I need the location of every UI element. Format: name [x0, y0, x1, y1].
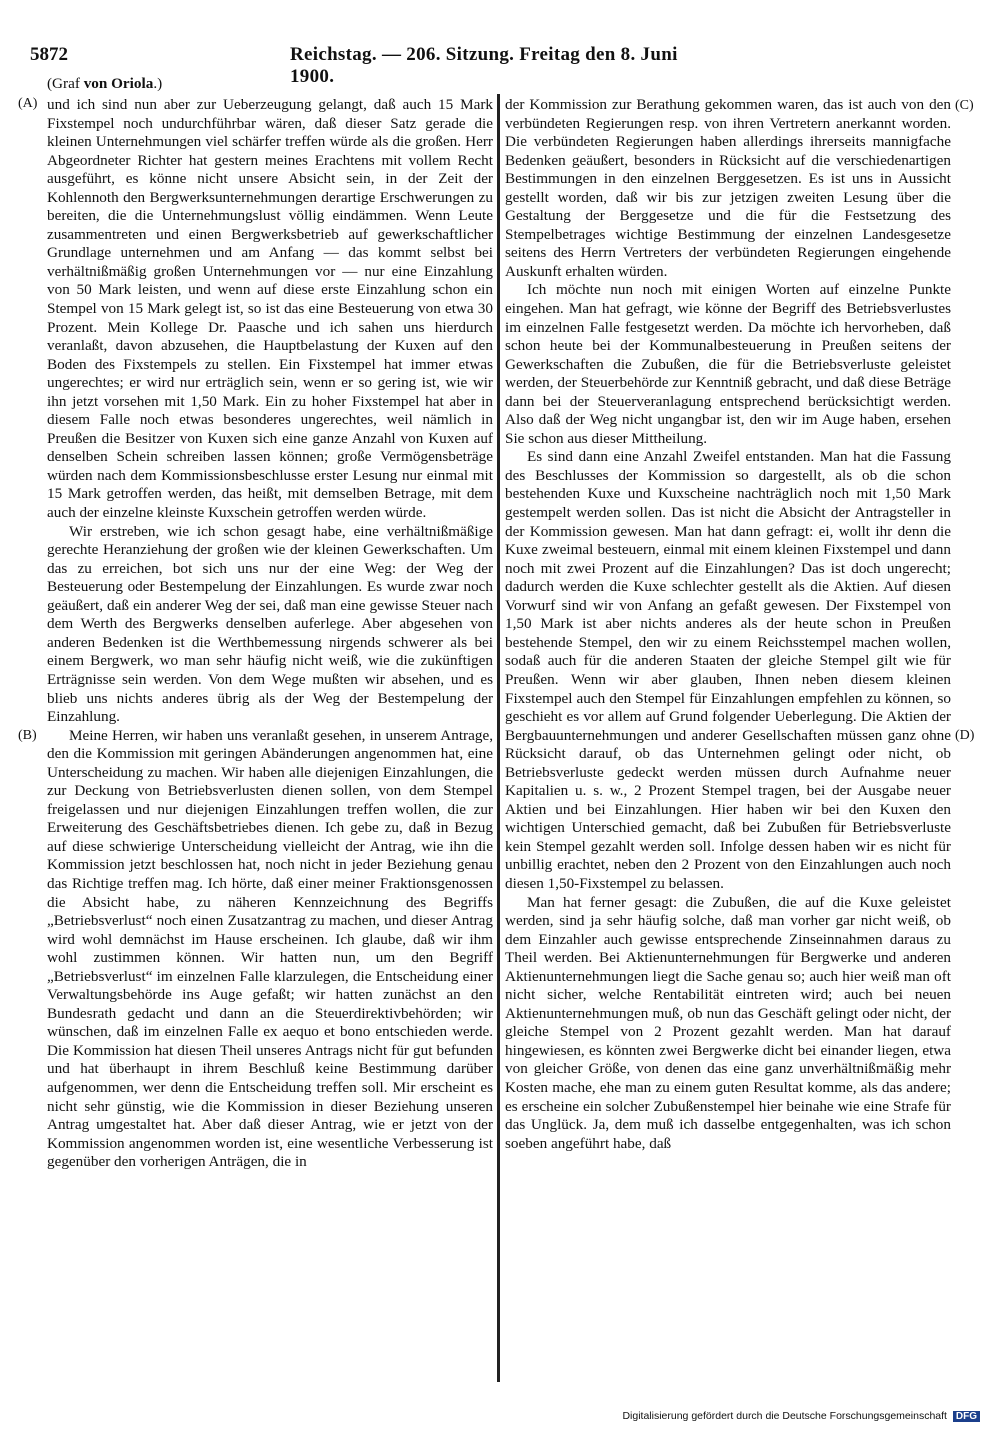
paragraph: Man hat ferner gesagt: die Zubußen, die auf die Kuxe geleistet werden, sind ja sehr häufig solche, daß man vorher gar nicht weiß, ob dem Einzahler auch gewisse entsprechende Zinseinnahmen daraus zu Theil werden. Bei Aktienunternehmungen für Bergwerke und anderen Aktienunternehmungen liegt die Sache genau so; auch hier weiß man oft nicht sicher, welche Rentabilität eintreten wird; auch bei neuen Aktienunternehmungen muß, ob nun das Geschäft gelingt oder nicht, der gleiche Stempel von 2 Prozent gezahlt werden. Man hat darauf hingewiesen, es könnten zwei Bergwerke dicht bei einander liegen, etwa von gleicher Größe, von denen das eine ganz unverhältnißmäßig mehr Kosten mache, ehe man zu einem guten Resultat komme, als das andere; es erscheine ein solcher Zubußenstempel hier beinahe wie eine Strafe für das Unglück. Ja, dem muß ich dasselbe entgegenhalten, was ich schon soeben angeführt habe, daß — [505, 893, 951, 1152]
margin-marker-a: (A) — [18, 96, 38, 111]
paragraph: Ich möchte nun noch mit einigen Worten auf einzelne Punkte eingehen. Man hat gefragt, wie könne der Begriff des Betriebsverlustes im einzelnen Falle festgesetzt werden. Da möchte ich hervorheben, daß schon heute bei der Kommunalbesteuerung in Preußen seitens der Gewerkschaften die Zubußen, die für die Betriebsverluste geleistet werden, der Steuerbehörde zur Kenntniß gebracht, und daß diese Beträge dann bei der Steuerveranlagung entsprechend berücksichtigt werden. Also daß der Weg nicht ungangbar ist, den wir im Auge haben, ersehen Sie schon aus dieser Mittheilung. — [505, 281, 951, 447]
speaker-label — [47, 75, 162, 93]
margin-marker-d: (D) — [955, 728, 975, 743]
speaker-close: .) — [153, 75, 163, 92]
digitization-footer — [560, 1410, 980, 1428]
speaker-open: (Graf — [47, 75, 84, 92]
paragraph: Meine Herren, wir haben uns veranlaßt gesehen, in unserem Antrage, den die Kommission mit geringen Abänderungen angenommen hat, eine Unterscheidung zu machen. Wir haben alle diejenigen Einzahlungen, die zur Deckung von Betriebsverlusten dienen sollen, von dem Stempel freigelassen und nur diejenigen Einzahlungen treffen wollen, die zur Erweiterung des Geschäftsbetriebes dienen. Ich gebe zu, daß in Bezug auf diese schwierige Unterscheidung vielleicht der Antrag, wie ihn die Kommission jetzt beschlossen hat, noch nicht in jeder Beziehung genau das Richtige treffen mag. Ich hörte, daß einer meiner Fraktionsgenossen die Absicht habe, zu näheren Kennzeichnung des Begriffs „Betriebsverlust“ noch einen Zusatzantrag zu machen, und dieser Antrag wird wohl demnächst im Hause erscheinen. Ich glaube, daß wir ihm wohl zustimmen können. Wir hatten nun, um den Begriff „Betriebsverlust“ im einzelnen Falle klarzulegen, die Entscheidung einer Verwaltungsbehörde ins Auge gefaßt; wir hatten zunächst an den Bundesrath gedacht und dann an die Steuerdirektivbehörden; wir wünschen, daß im einzelnen Falle ex aequo et bono entschieden werde. Die Kommission hat diesen Theil unseres Antrags nicht für gut befunden und hat überhaupt in ihrem Beschluß keine Bestimmung darüber aufgenommen, wer denn die Entscheidung treffen soll. Mir erscheint es nicht sehr günstig, wie die Kommission in dieser Beziehung unseren Antrag umgestaltet hat. Aber daß dieser Antrag, wie er jetzt von der Kommission angenommen worden ist, eine wesentliche Verbesserung ist gegenüber den vorherigen Anträgen, die in — [47, 726, 493, 1171]
page-number: 5872 — [30, 44, 68, 65]
dfg-logo-icon: DFG — [953, 1411, 980, 1422]
paragraph: der Kommission zur Berathung gekommen waren, das ist auch von den verbündeten Regierungen resp. von ihren Vertretern anerkannt worden. Die verbündeten Regierungen haben allerdings ihrerseits mannigfache Bedenken geäußert, besonders in Rücksicht auf die verschiedenartigen Bestimmungen in den einzelnen Berggesetzen. Es ist uns in Aussicht gestellt worden, daß wir bis zur jetzigen zweiten Lesung über die Gestaltung der Berggesetze und die für die Festsetzung des Stempelbetrages wichtige Bestimmung der einzelnen Landesgesetze seitens des Herrn Vertreters der verbündeten Regierungen eingehende Auskunft erhalten würden. — [505, 96, 951, 280]
paragraph: und ich sind nun aber zur Ueberzeugung gelangt, daß auch 15 Mark Fixstempel noch undurchführbar wären, daß dieser Satz gerade die kleinen Unternehmungen viel schärfer treffen würde als die großen. Herr Abgeordneter Richter hat gestern meines Erachtens mit vollem Recht ausgeführt, es könne nicht unsere Absicht sein, in der Zeit der Kohlennoth den Bergwerksunternehmungen derartige Erschwerungen zu bereiten, die die Unternehmungslust völlig eindämmen. Wenn Leute zusammentreten und einen Bergwerksbetrieb auf gewerkschaftlicher Grundlage unternehmen und am Anfang — das kommt selbst bei verhältnißmäßig großen Unternehmungen vor — nur eine Einzahlung von 50 Mark leisten, und wenn auf diese erste Einzahlung schon ein Stempel von 15 Mark gelegt ist, so ist das eine Besteuerung von etwa 30 Prozent. Mein Kollege Dr. Paasche und ich sahen uns hierdurch veranlaßt, davon abzusehen, die Hauptbelastung der Kuxen auf den Boden des Fixstempels zu stellen. Ein Fixstempel hat immer etwas ungerechtes; er wird nur erträglich sein, wenn er so gering ist, wie wir ihn jetzt vorsehen mit 1,50 Mark. Ein zu hoher Fixstempel hat aber in diesem Falle noch etwas besonderes ungerechtes, weil nämlich in Preußen die Besitzer von Kuxen sich eine ganze Anzahl von Kuxen auf denselben Schein schreiben lassen können; große Vermögensbeträge würden nach dem Kommissionsbeschlusse erster Lesung nur einmal mit 15 Mark getroffen werden, das heißt, mit demselben Betrage, mit dem auch der einzelne kleinste Kuxschein getroffen werden würde. — [47, 96, 493, 522]
right-column — [505, 96, 951, 1153]
running-title: Reichstag. — 206. Sitzung. Freitag den 8. Juni 1900. — [290, 44, 678, 87]
margin-marker-b: (B) — [18, 728, 37, 743]
footer-text: Digitalisierung gefördert durch die Deutsche Forschungsgemeinschaft — [622, 1410, 947, 1422]
paragraph: Es sind dann eine Anzahl Zweifel entstanden. Man hat die Fassung des Beschlusses der Kommission so dargestellt, als ob die schon bestehenden Kuxe und Kuxscheine nachträglich noch mit 1,50 Mark gestempelt werden sollen. Das ist nicht die Absicht der Antragsteller in der Kommission gewesen. Man hat dann gefragt: ei, wollt ihr denn die Kuxe zweimal besteuern, einmal mit einem kleinen Fixstempel und dann noch mit zwei Prozent auf die Einzahlungen? Das ist doch ungerecht; dadurch werden die Kuxe schlechter gestellt als die Aktien. Auf diesen Vorwurf sind wir von Anfang an gefaßt gewesen. Der Fixstempel von 1,50 Mark ist aber nichts anderes als der heute schon in Preußen bestehende Stempel, den wir zu einem Reichsstempel machen wollen, sodaß auch für die anderen Staaten der gleiche Stempel gilt wie für Preußen. Wenn wir aber glauben, Ihnen neben diesem kleinen Fixstempel auch den Stempel für Einzahlungen empfehlen zu können, so geschieht es vor allem auf Grund folgender Ueberlegung. Die Aktien der Bergbauunternehmungen und anderer Gesellschaften müssen ganz ohne Rücksicht darauf, ob das Unternehmen gelingt oder nicht, ob Betriebsverluste gedeckt werden müssen durch Aufnahme neuer Kapitalien u. s. w., 2 Prozent Stempel tragen, bei der Ausgabe neuer Aktien und bei Einzahlungen. Hier haben wir bei den Kuxen den wichtigen Unterschied gemacht, daß bei Zubußen für Betriebsverluste kein Stempel gezahlt werden soll. Infolge dessen haben wir es nicht für unbillig erachtet, neben den 2 Prozent von den Einzahlungen auch noch diesen 1,50-Fixstempel zu belassen. — [505, 448, 951, 892]
speaker-name: von Oriola — [83, 75, 154, 92]
paragraph: Wir erstreben, wie ich schon gesagt habe, eine verhältnißmäßige gerechte Heranziehung der großen wie der kleinen Gewerkschaften. Um das zu erreichen, bot sich uns nur der eine Weg: der Weg der Besteuerung oder Bestempelung der Einzahlungen. Es wurde zwar noch geäußert, daß ein anderer Weg der sei, daß man eine gewisse Steuer nach dem Werth des Bergwerks denselben auferlege. Aber abgesehen von anderen Bedenken ist die Werthbemessung nirgends schwerer als bei einem Bergwerk, wo man sehr häufig nicht weiß, wie die zukünftigen Erträgnisse sein werden. Von dem Wege mußten wir absehen, und es blieb uns nichts anderes übrig als der Weg der Bestempelung der Einzahlung. — [47, 522, 493, 726]
left-column — [47, 96, 493, 1172]
margin-marker-c: (C) — [955, 98, 974, 113]
column-divider — [497, 94, 500, 1382]
